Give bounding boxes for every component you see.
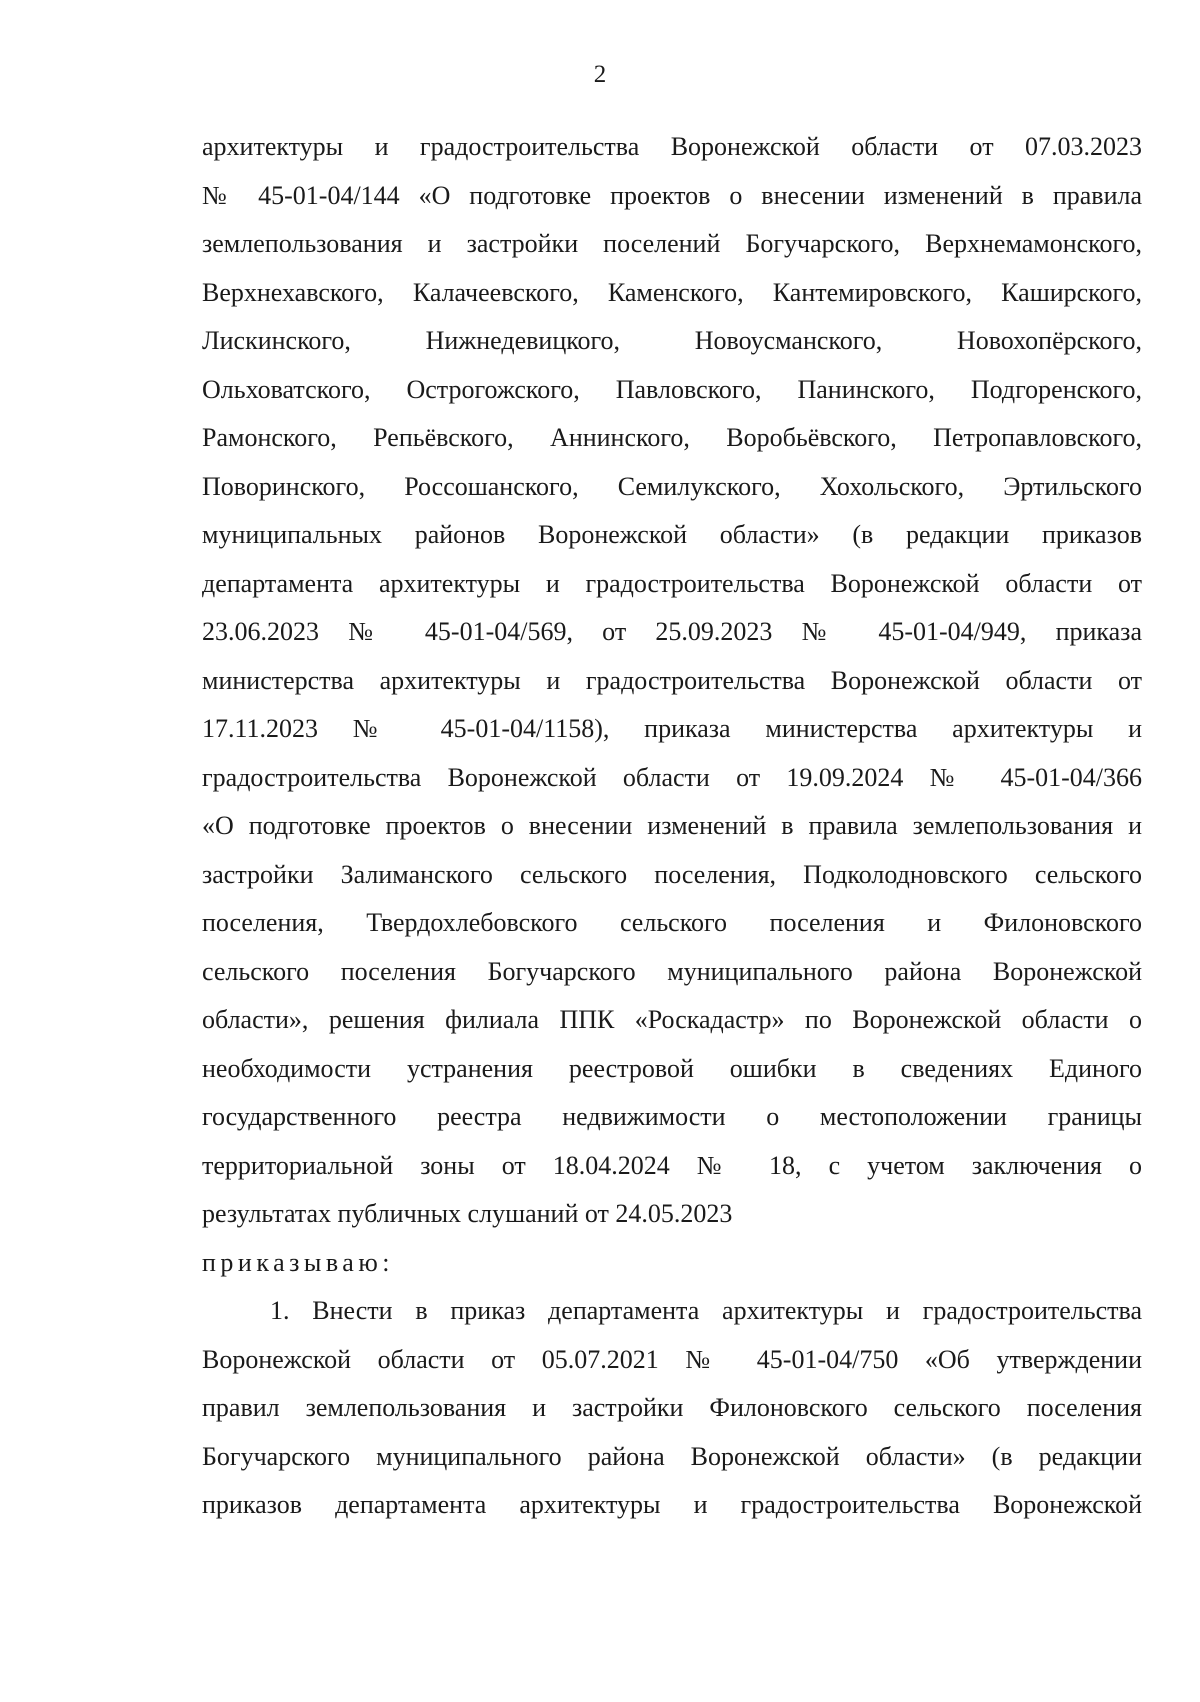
text-line: необходимости устранения реестровой ошибки в сведениях Единого bbox=[202, 1053, 1142, 1083]
text-line: правил землепользования и застройки Филоновского сельского поселения bbox=[202, 1393, 1142, 1422]
text-line: муниципальных районов Воронежской области» (в редакции приказов bbox=[202, 520, 1142, 549]
text-line: приказов департамента архитектуры и градостроительства Воронежской bbox=[202, 1490, 1142, 1519]
text-line: 1. Внести в приказ департамента архитектуры и градостроительства bbox=[270, 1296, 1142, 1325]
text-line: области», решения филиала ППК «Роскадастр» по Воронежской области о bbox=[202, 1005, 1142, 1034]
text-line: архитектуры и градостроительства Воронежской области от 07.03.2023 bbox=[202, 132, 1142, 161]
text-line: Верхнехавского, Калачеевского, Каменского, Кантемировского, Каширского, bbox=[202, 277, 1142, 307]
text-line: 23.06.2023 № 45-01-04/569, от 25.09.2023 № 45-01-04/949, приказа bbox=[202, 617, 1142, 646]
text-line: результатах публичных слушаний от 24.05.2023 bbox=[202, 1199, 733, 1228]
text-line: землепользования и застройки поселений Богучарского, Верхнемамонского, bbox=[202, 229, 1142, 258]
order-word: приказываю: bbox=[202, 1247, 394, 1277]
text-line: застройки Залиманского сельского поселения, Подколодновского сельского bbox=[202, 859, 1142, 889]
page-number: 2 bbox=[593, 61, 607, 88]
text-line: 17.11.2023 № 45-01-04/1158), приказа министерства архитектуры и bbox=[202, 714, 1142, 743]
text-line: Поворинского, Россошанского, Семилукского, Хохольского, Эртильского bbox=[202, 471, 1142, 501]
text-line: министерства архитектуры и градостроительства Воронежской области от bbox=[202, 665, 1142, 695]
text-line: «О подготовке проектов о внесении изменений в правила землепользования и bbox=[202, 811, 1142, 840]
text-line: территориальной зоны от 18.04.2024 № 18, с учетом заключения о bbox=[202, 1150, 1142, 1180]
text-line: Лискинского, Нижнедевицкого, Новоусманского, Новохопёрского, bbox=[202, 326, 1142, 355]
text-line: Рамонского, Репьёвского, Аннинского, Воробьёвского, Петропавловского, bbox=[202, 423, 1142, 452]
document-body bbox=[202, 123, 1142, 1530]
text-line: сельского поселения Богучарского муниципального района Воронежской bbox=[202, 956, 1142, 986]
text-line: Богучарского муниципального района Воронежской области» (в редакции bbox=[202, 1441, 1142, 1471]
text-line: департамента архитектуры и градостроительства Воронежской области от bbox=[202, 568, 1142, 598]
text-line: Воронежской области от 05.07.2021 № 45-01-04/750 «Об утверждении bbox=[202, 1344, 1142, 1374]
text-line: Ольховатского, Острогожского, Павловского, Панинского, Подгоренского, bbox=[202, 374, 1142, 404]
text-line: государственного реестра недвижимости о местоположении границы bbox=[202, 1102, 1142, 1131]
text-line: поселения, Твердохлебовского сельского поселения и Филоновского bbox=[202, 908, 1142, 937]
text-line: № 45-01-04/144 «О подготовке проектов о внесении изменений в правила bbox=[202, 180, 1142, 210]
text-line: градостроительства Воронежской области от 19.09.2024 № 45-01-04/366 bbox=[202, 762, 1142, 792]
